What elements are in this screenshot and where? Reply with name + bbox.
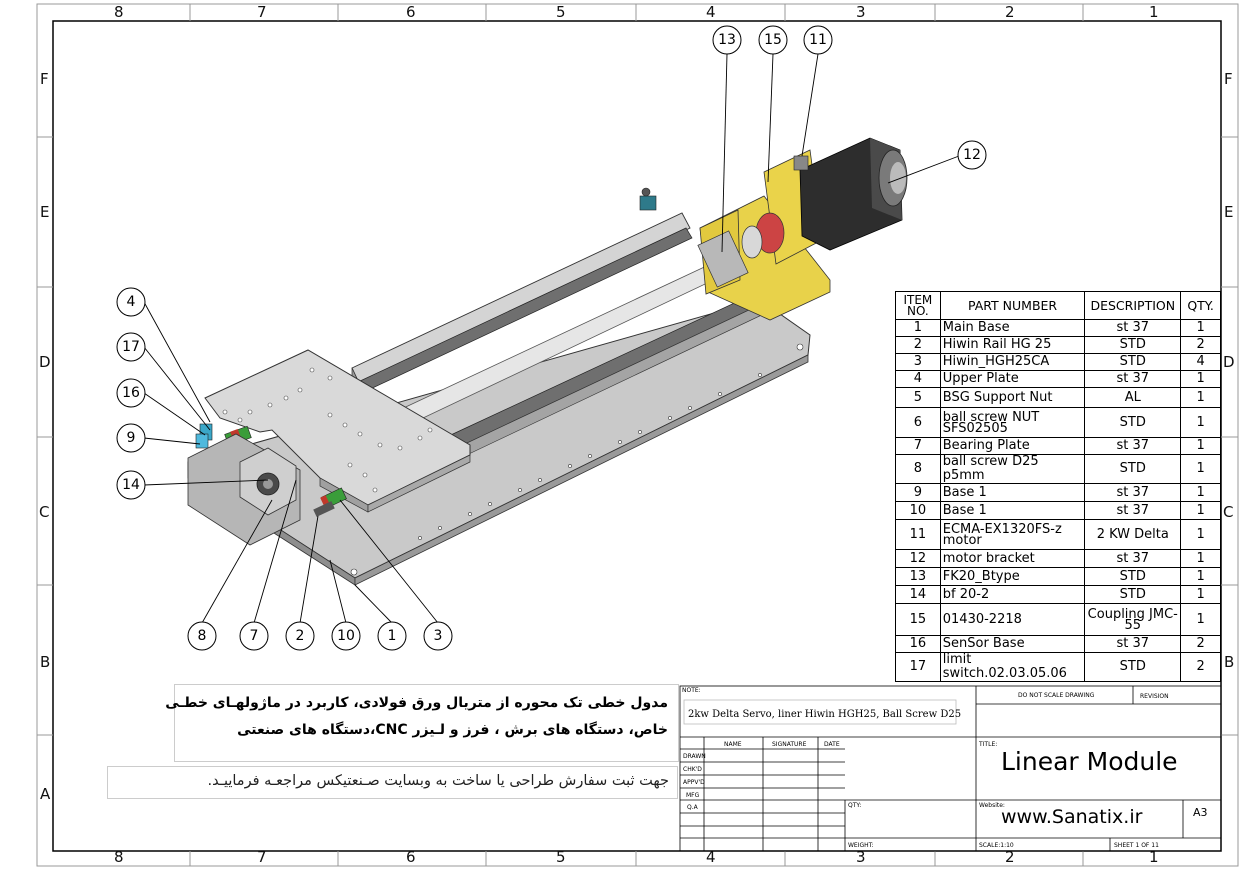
scale-label: SCALE:1:10 <box>979 842 1014 849</box>
zone-row-F: F <box>40 70 49 88</box>
bom-row: 8 ball screw D25 p5mm STD 1 <box>896 455 1221 484</box>
website-label: Website: <box>979 802 1005 809</box>
bom-row: 16 SenSor Base st 37 2 <box>896 636 1221 653</box>
zone-col-1: 1 <box>1149 3 1159 21</box>
svg-text:12: 12 <box>963 147 981 163</box>
zone-col-3: 3 <box>856 3 866 21</box>
zone-col-4-bottom: 4 <box>706 848 716 866</box>
bom-row: 17 limit switch.02.03.05.06 STD 2 <box>896 653 1221 682</box>
col-date-label: DATE <box>824 741 840 748</box>
zone-row-D: D <box>39 353 51 371</box>
zone-col-7: 7 <box>257 3 267 21</box>
bom-header-item-no: ITEM NO. <box>896 292 941 320</box>
zone-row-B-right: B <box>1224 653 1235 671</box>
drawing-title: Linear Module <box>1001 747 1178 776</box>
row-approved-label: APPV'D <box>683 779 705 786</box>
zone-col-2: 2 <box>1005 3 1015 21</box>
description-line-1: مدول خطی تک محوره از متریال ورق فولادی، کاربرد در ماژولهـای خطـی <box>165 695 668 711</box>
zone-col-1-bottom: 1 <box>1149 848 1159 866</box>
zone-col-5: 5 <box>556 3 566 21</box>
col-signature-label: SIGNATURE <box>772 741 807 748</box>
qty-label: QTY: <box>848 802 862 809</box>
zone-col-8-bottom: 8 <box>114 848 124 866</box>
zone-col-5-bottom: 5 <box>556 848 566 866</box>
svg-text:7: 7 <box>249 628 259 644</box>
bom-row: 10 Base 1 st 37 1 <box>896 502 1221 520</box>
svg-text:17: 17 <box>122 339 140 355</box>
svg-text:11: 11 <box>809 32 827 48</box>
zone-row-C: C <box>39 503 50 521</box>
website-text: www.Sanatix.ir <box>1001 806 1143 828</box>
sheet-number: SHEET 1 OF 11 <box>1114 842 1159 849</box>
svg-text:16: 16 <box>122 385 140 401</box>
bom-row: 15 01430-2218 Coupling JMC-55 1 <box>896 604 1221 636</box>
zone-col-6-bottom: 6 <box>406 848 416 866</box>
svg-text:9: 9 <box>126 430 136 446</box>
svg-text:4: 4 <box>126 294 136 310</box>
svg-text:14: 14 <box>122 477 140 493</box>
bom-row: 1 Main Base st 37 1 <box>896 320 1221 337</box>
zone-col-6: 6 <box>406 3 416 21</box>
zone-col-8: 8 <box>114 3 124 21</box>
bom-header-part-number: PART NUMBER <box>940 292 1085 320</box>
zone-row-C-right: C <box>1223 503 1234 521</box>
weight-label: WEIGHT: <box>848 842 874 849</box>
title-label: TITLE: <box>979 741 998 748</box>
bom-row: 9 Base 1 st 37 1 <box>896 484 1221 502</box>
bom-row: 11 ECMA-EX1320FS-z motor 2 KW Delta 1 <box>896 520 1221 550</box>
row-checked-label: CHK'D <box>683 766 702 773</box>
bom-row: 7 Bearing Plate st 37 1 <box>896 438 1221 455</box>
revision-label: REVISION <box>1140 693 1169 700</box>
do-not-scale-label: DO NOT SCALE DRAWING <box>1018 692 1095 699</box>
svg-text:15: 15 <box>764 32 782 48</box>
bom-row: 2 Hiwin Rail HG 25 STD 2 <box>896 337 1221 354</box>
bom-row: 13 FK20_Btype STD 1 <box>896 568 1221 586</box>
row-mfg-label: MFG <box>686 792 700 799</box>
bom-row: 5 BSG Support Nut AL 1 <box>896 388 1221 408</box>
bom-header-qty: QTY. <box>1181 292 1221 320</box>
description-line-2: خاص، دستگاه های برش ، فرز و لـیزر CNC،دستگاه های صنعتی <box>237 722 668 738</box>
bom-row: 3 Hiwin_HGH25CA STD 4 <box>896 354 1221 371</box>
zone-col-3-bottom: 3 <box>856 848 866 866</box>
zone-row-E-right: E <box>1224 203 1234 221</box>
svg-text:10: 10 <box>337 628 355 644</box>
col-name-label: NAME <box>724 741 742 748</box>
bom-row: 4 Upper Plate st 37 1 <box>896 371 1221 388</box>
svg-text:8: 8 <box>197 628 207 644</box>
row-drawn-label: DRAWN <box>683 753 706 760</box>
svg-text:13: 13 <box>718 32 736 48</box>
svg-text:3: 3 <box>433 628 443 644</box>
zone-row-B: B <box>40 653 51 671</box>
order-note-text: جهت ثبت سفارش طراحی یا ساخت به وبسایت صـنعتیکس مراجعـه فرماییـد. <box>207 773 669 789</box>
sheet-size: A3 <box>1193 806 1208 819</box>
zone-col-7-bottom: 7 <box>257 848 267 866</box>
note-label: NOTE: <box>682 687 701 694</box>
zone-col-2-bottom: 2 <box>1005 848 1015 866</box>
zone-row-F-right: F <box>1224 70 1233 88</box>
svg-text:1: 1 <box>387 628 397 644</box>
bom-row: 14 bf 20-2 STD 1 <box>896 586 1221 604</box>
row-qa-label: Q.A <box>687 804 698 811</box>
bom-row: 12 motor bracket st 37 1 <box>896 550 1221 568</box>
zone-row-E: E <box>40 203 50 221</box>
svg-text:2: 2 <box>295 628 305 644</box>
bom-header-description: DESCRIPTION <box>1085 292 1181 320</box>
zone-col-4: 4 <box>706 3 716 21</box>
zone-row-D-right: D <box>1223 353 1235 371</box>
bom-row: 6 ball screw NUT SFS02505 STD 1 <box>896 408 1221 438</box>
note-text: 2kw Delta Servo, liner Hiwin HGH25, Ball Screw D25 <box>688 709 962 720</box>
zone-row-A: A <box>40 785 51 803</box>
